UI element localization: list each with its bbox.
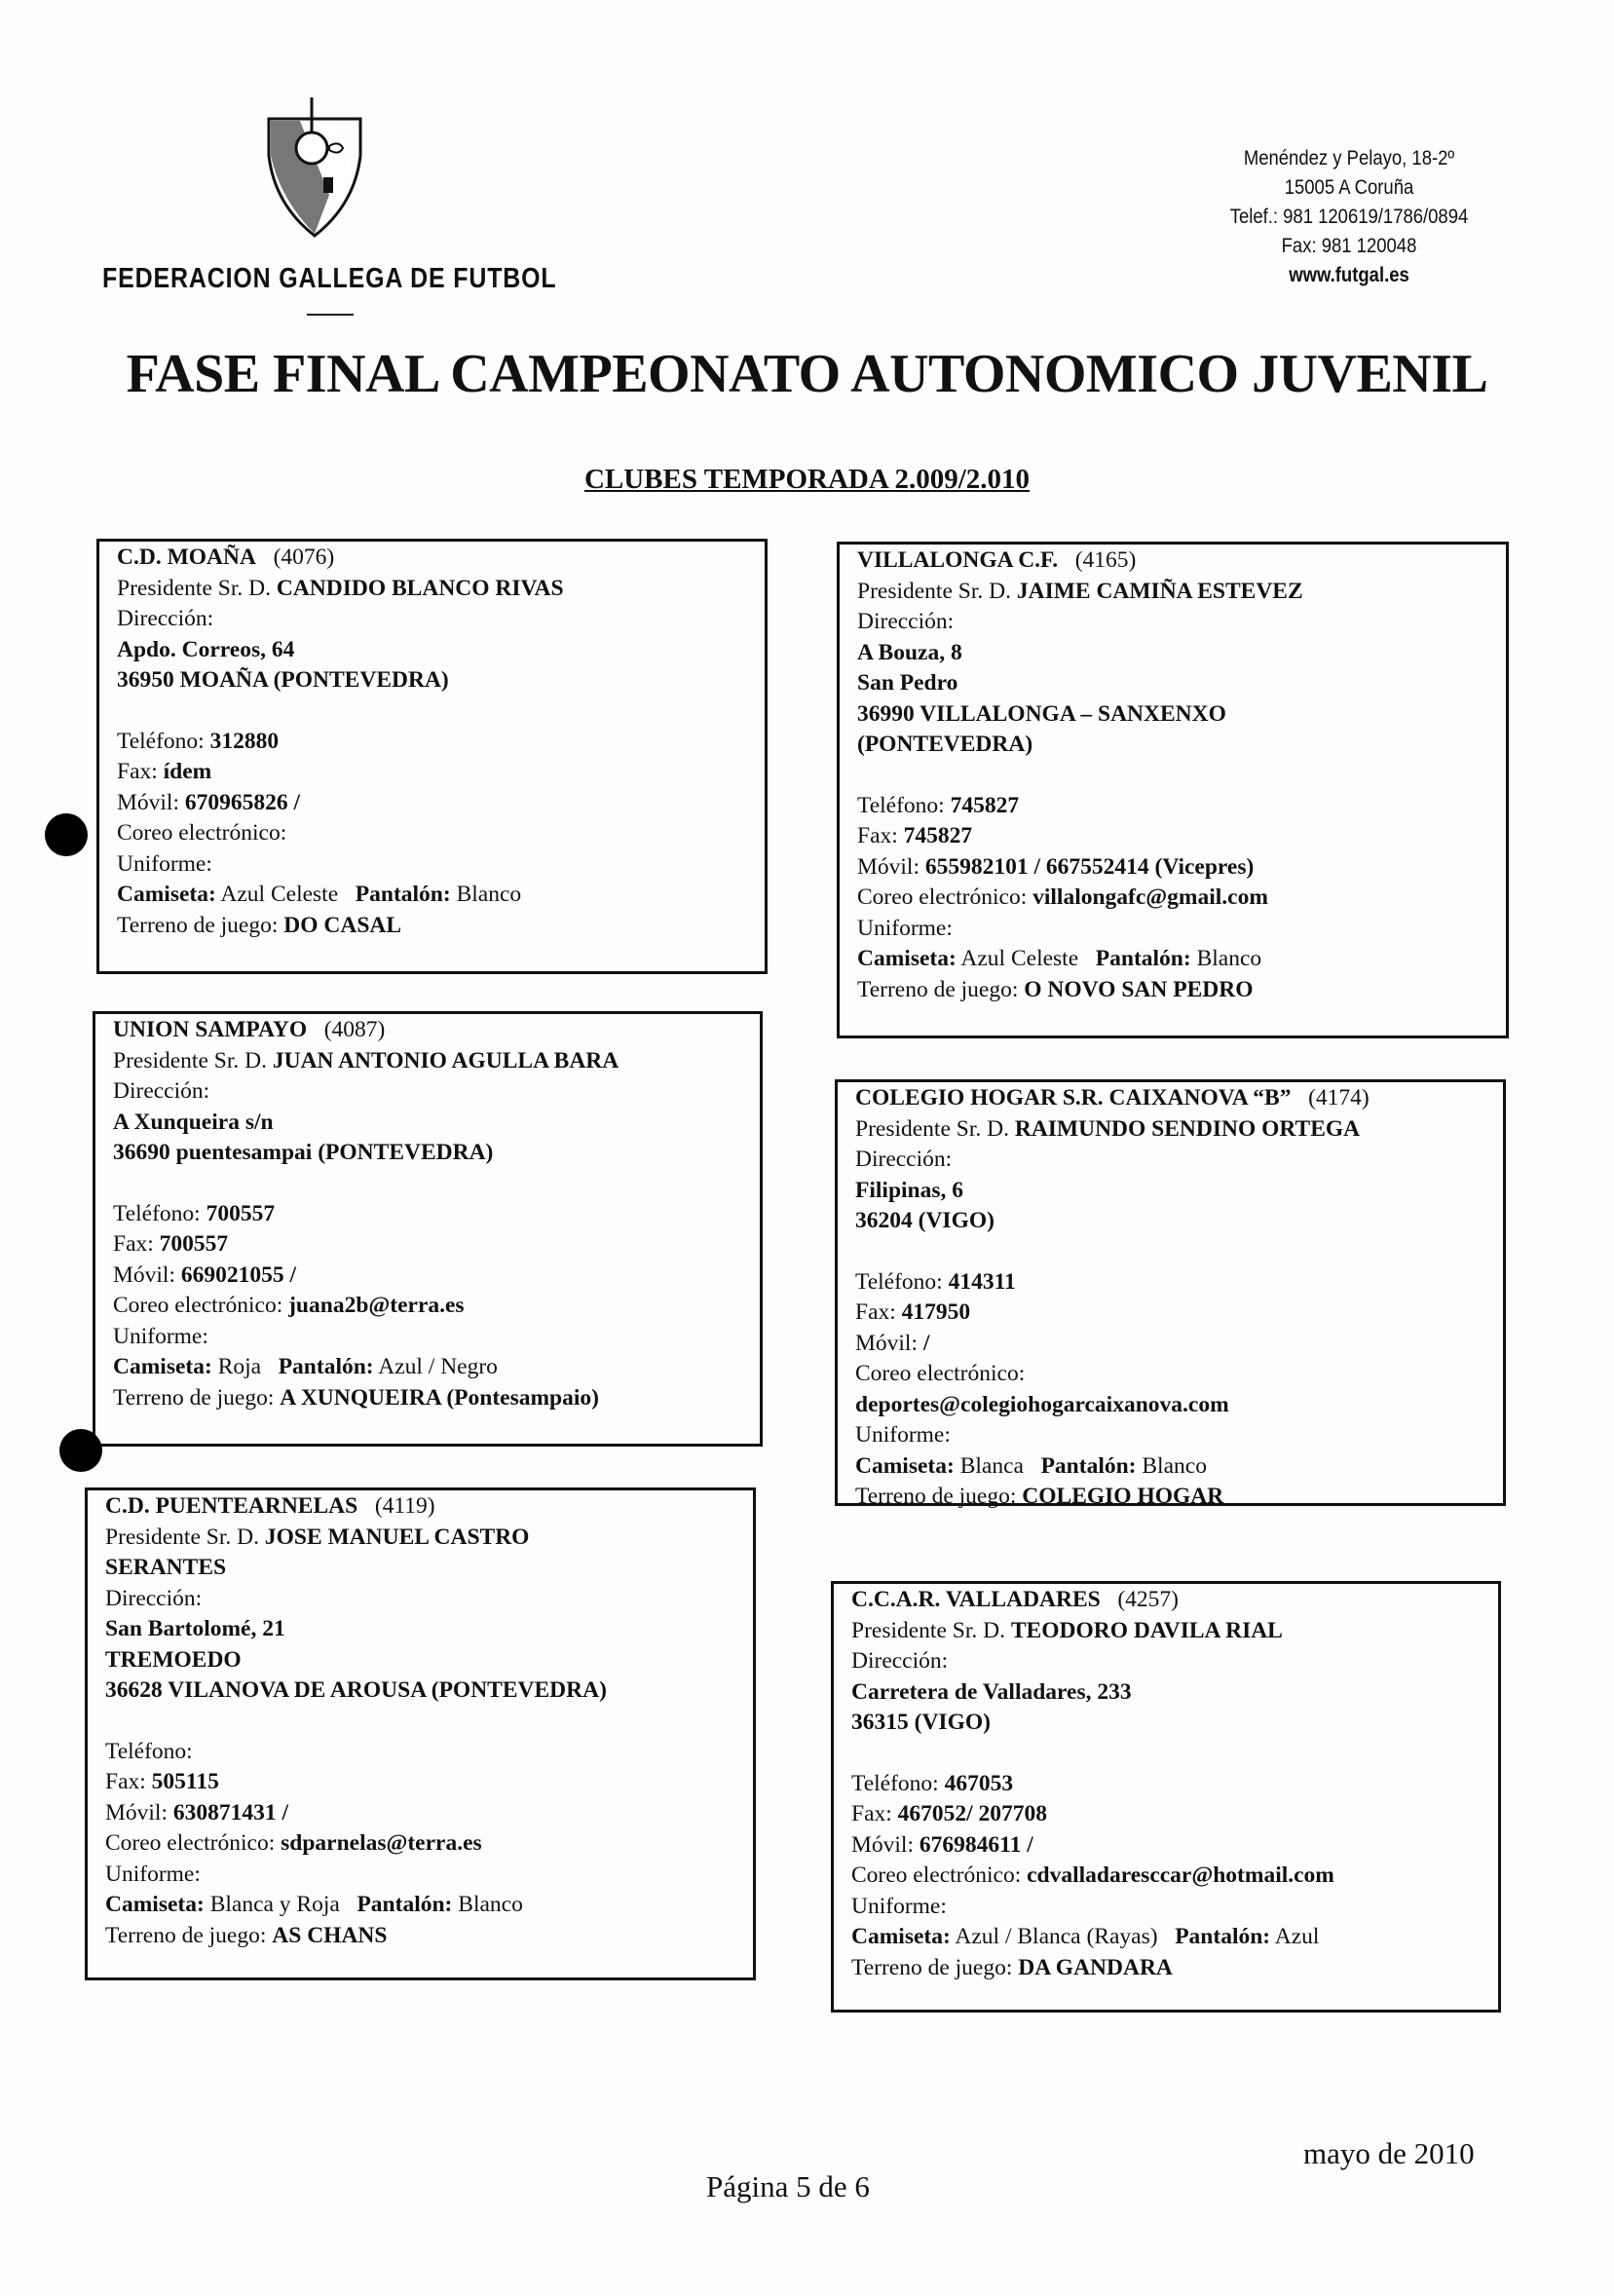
spacer <box>851 1739 1498 1769</box>
shorts-value: Blanco <box>1142 1452 1207 1479</box>
shirt-value: Azul / Blanca (Rayas) <box>955 1924 1158 1949</box>
email-label: Coreo electrónico: <box>855 1361 1026 1386</box>
email-label: Coreo electrónico: <box>851 1863 1022 1888</box>
mobile-value: 630871431 / <box>172 1799 289 1826</box>
shirt-label: Camiseta: <box>855 1452 955 1479</box>
shirt-value: Azul Celeste <box>960 946 1079 971</box>
club-code: (4119) <box>374 1493 435 1519</box>
shorts-value: Blanco <box>456 882 522 907</box>
kit-line <box>105 1890 753 1921</box>
club-card <box>835 1079 1506 1509</box>
fax-label: Fax: <box>113 1231 154 1257</box>
club-code: (4076) <box>273 545 335 570</box>
address-line <box>105 1645 753 1676</box>
shirt-label: Camiseta: <box>113 1354 212 1379</box>
uniform-label: Uniforme: <box>855 1422 951 1448</box>
phone-label: Teléfono: <box>855 1268 943 1295</box>
president-line <box>117 574 765 605</box>
uniform-label: Uniforme: <box>113 1323 208 1349</box>
email-line <box>105 1828 753 1860</box>
address-value: Apdo. Correos, 64 <box>117 636 295 662</box>
uniform-line <box>113 1322 760 1353</box>
email-line <box>117 818 765 849</box>
shorts-label: Pantalón: <box>1040 1452 1137 1479</box>
email-label: Coreo electrónico: <box>857 885 1028 910</box>
address-value: A Bouza, 8 <box>857 639 962 665</box>
address-label: Dirección: <box>117 606 214 631</box>
address-label-line <box>851 1646 1498 1677</box>
address-label: Dirección: <box>857 609 955 634</box>
uniform-label: Uniforme: <box>117 850 212 877</box>
ground-value: DA GANDARA <box>1018 1954 1173 1980</box>
phone-value: 312880 <box>209 728 280 754</box>
club-name: UNION SAMPAYO <box>113 1017 308 1042</box>
shirt-label: Camiseta: <box>857 946 957 971</box>
mobile-line <box>855 1329 1503 1360</box>
address-value: TREMOEDO <box>105 1646 242 1673</box>
president-label: Presidente Sr. D. <box>857 578 1011 604</box>
phone-value: 414311 <box>948 1268 1016 1295</box>
fax-label: Fax: <box>117 759 158 784</box>
club-name: C.C.A.R. VALLADARES <box>851 1587 1101 1612</box>
phone-line <box>855 1267 1503 1299</box>
punch-hole <box>59 1429 102 1472</box>
address-value: A Xunqueira s/n <box>113 1109 274 1135</box>
address-label-line <box>117 604 765 635</box>
fax-line <box>851 1799 1498 1830</box>
email-line <box>857 883 1506 914</box>
address-value: Carretera de Valladares, 233 <box>851 1678 1132 1705</box>
phone-line <box>113 1199 760 1230</box>
phone-line <box>117 727 765 758</box>
address-line <box>857 730 1506 761</box>
ground-line <box>105 1921 753 1952</box>
shirt-label: Camiseta: <box>851 1924 951 1949</box>
club-card <box>831 1581 1501 2013</box>
president-label: Presidente Sr. D. <box>851 1617 1005 1643</box>
address-line <box>851 1677 1498 1709</box>
mobile-value: 670965826 / <box>184 789 301 815</box>
kit-line <box>117 880 765 911</box>
club-name: COLEGIO HOGAR S.R. CAIXANOVA “B” <box>855 1085 1292 1110</box>
spacer <box>855 1237 1503 1267</box>
uniform-line <box>855 1420 1503 1451</box>
ground-line <box>851 1953 1498 1984</box>
club-name: VILLALONGA C.F. <box>857 547 1059 573</box>
phone-line: Telef.: 981 120619/1786/0894 <box>1229 206 1469 228</box>
president-line <box>113 1046 760 1077</box>
address-value: (PONTEVEDRA) <box>857 732 1033 757</box>
shorts-value: Blanco <box>1196 946 1262 971</box>
club-header <box>855 1083 1503 1114</box>
uniform-label: Uniforme: <box>105 1861 201 1887</box>
address-line <box>105 1614 753 1645</box>
website-link[interactable]: www.futgal.es <box>1289 264 1409 286</box>
ground-label: Terreno de juego: <box>857 976 1019 1002</box>
email-value: cdvalladaresccar@hotmail.com <box>1027 1863 1334 1888</box>
president-line <box>855 1114 1503 1146</box>
mobile-line <box>117 788 765 819</box>
email-value: juana2b@terra.es <box>288 1293 465 1318</box>
ground-line <box>855 1482 1503 1513</box>
fax-value: 467052/ 207708 <box>897 1801 1048 1826</box>
shorts-value: Azul / Negro <box>378 1354 498 1379</box>
address-value: 36950 MOAÑA (PONTEVEDRA) <box>117 667 449 693</box>
shorts-label: Pantalón: <box>1095 946 1191 971</box>
fax-value: 505115 <box>151 1769 219 1794</box>
mobile-value: / <box>922 1330 930 1356</box>
ground-line <box>113 1383 760 1414</box>
mobile-label: Móvil: <box>105 1799 168 1826</box>
fax-label: Fax: <box>857 823 898 848</box>
mobile-label: Móvil: <box>113 1261 175 1288</box>
email-value: deportes@colegiohogarcaixanova.com <box>855 1391 1229 1417</box>
club-code: (4174) <box>1308 1085 1370 1110</box>
ground-label: Terreno de juego: <box>105 1922 267 1948</box>
president-label: Presidente Sr. D. <box>105 1524 259 1550</box>
fax-value: 745827 <box>903 823 973 848</box>
fax-line <box>105 1767 753 1798</box>
shorts-label: Pantalón: <box>357 1892 453 1917</box>
ground-value: AS CHANS <box>272 1922 388 1948</box>
president-name: RAIMUNDO SENDINO ORTEGA <box>1014 1115 1361 1142</box>
fax-label: Fax: <box>851 1801 892 1826</box>
page-title: FASE FINAL CAMPEONATO AUTONOMICO JUVENIL <box>126 344 1488 404</box>
club-header <box>105 1491 753 1523</box>
federation-crest-logo <box>261 97 368 239</box>
president-name: CANDIDO BLANCO RIVAS <box>276 575 564 601</box>
shirt-value: Blanca y Roja <box>209 1892 340 1917</box>
uniform-line <box>857 914 1506 945</box>
email-line <box>855 1390 1503 1421</box>
kit-line <box>857 944 1506 975</box>
president-name: JOSE MANUEL CASTRO <box>264 1524 530 1550</box>
spacer <box>105 1707 753 1737</box>
shorts-label: Pantalón: <box>278 1354 374 1379</box>
divider <box>307 314 354 316</box>
kit-line <box>113 1352 760 1383</box>
phone-line <box>851 1769 1498 1800</box>
kit-line <box>855 1451 1503 1483</box>
club-card <box>85 1487 756 1980</box>
club-card <box>837 542 1509 1038</box>
address-line <box>105 1675 753 1707</box>
phone-value: 467053 <box>944 1770 1014 1796</box>
club-card <box>93 1011 763 1447</box>
uniform-line <box>105 1860 753 1891</box>
president-line <box>851 1616 1498 1647</box>
page-number: Página 5 de 6 <box>706 2169 870 2203</box>
address-line <box>113 1138 760 1169</box>
shirt-value: Blanca <box>959 1452 1024 1479</box>
shorts-label: Pantalón: <box>355 882 451 907</box>
email-label: Coreo electrónico: <box>105 1830 276 1856</box>
address-value: San Bartolomé, 21 <box>105 1616 285 1641</box>
address-label: Dirección: <box>113 1078 210 1104</box>
shorts-value: Blanco <box>458 1892 523 1917</box>
phone-label: Teléfono: <box>113 1200 201 1226</box>
uniform-label: Uniforme: <box>857 915 953 941</box>
president-line <box>105 1523 753 1554</box>
address-label-line <box>113 1076 760 1108</box>
club-header <box>117 543 765 574</box>
address-line <box>851 1708 1498 1739</box>
shorts-label: Pantalón: <box>1175 1924 1271 1949</box>
phone-value: 745827 <box>950 792 1020 818</box>
address-label: Dirección: <box>855 1147 953 1172</box>
spacer <box>857 761 1506 791</box>
shirt-value: Roja <box>217 1354 262 1379</box>
shirt-label: Camiseta: <box>117 882 216 907</box>
shirt-value: Azul Celeste <box>220 882 339 907</box>
president-label: Presidente Sr. D. <box>855 1115 1009 1142</box>
address-label-line <box>105 1584 753 1615</box>
mobile-value: 669021055 / <box>180 1261 297 1288</box>
fax-line <box>857 821 1506 852</box>
fax-line <box>117 757 765 788</box>
club-code: (4257) <box>1117 1587 1180 1612</box>
address-value: 36315 (VIGO) <box>851 1710 991 1735</box>
ground-label: Terreno de juego: <box>113 1384 275 1411</box>
mobile-label: Móvil: <box>855 1330 918 1356</box>
email-label: Coreo electrónico: <box>113 1293 283 1318</box>
address-label-line <box>857 607 1506 638</box>
mobile-label: Móvil: <box>851 1831 914 1858</box>
spacer <box>117 696 765 727</box>
address-value: 36990 VILLALONGA – SANXENXO <box>857 700 1226 727</box>
shirt-label: Camiseta: <box>105 1892 205 1917</box>
mobile-label: Móvil: <box>857 853 920 880</box>
president-name: SERANTES <box>105 1555 227 1580</box>
uniform-line <box>851 1892 1498 1923</box>
address-line: Menéndez y Pelayo, 18-2º <box>1243 147 1455 169</box>
address-value: San Pedro <box>857 670 958 696</box>
fax-line <box>113 1229 760 1261</box>
club-header <box>857 546 1506 577</box>
address-line <box>857 699 1506 731</box>
email-label: Coreo electrónico: <box>117 820 287 846</box>
mobile-line <box>851 1830 1498 1862</box>
president-name: JUAN ANTONIO AGULLA BARA <box>272 1047 619 1073</box>
mobile-value: 655982101 / 667552414 (Vicepres) <box>924 853 1255 880</box>
president-name: TEODORO DAVILA RIAL <box>1010 1617 1283 1643</box>
address-value: Filipinas, 6 <box>855 1177 964 1203</box>
president-label: Presidente Sr. D. <box>113 1047 267 1073</box>
president-label: Presidente Sr. D. <box>117 575 271 601</box>
address-line <box>117 665 765 696</box>
fax-value: 700557 <box>159 1231 229 1257</box>
phone-label: Teléfono: <box>105 1738 193 1764</box>
club-name: C.D. PUENTEARNELAS <box>105 1493 358 1519</box>
uniform-line <box>117 849 765 881</box>
phone-line <box>857 791 1506 822</box>
club-header <box>851 1585 1498 1616</box>
page-subtitle: CLUBES TEMPORADA 2.009/2.010 <box>583 464 1031 495</box>
email-line <box>113 1291 760 1322</box>
address-value: 36690 puentesampai (PONTEVEDRA) <box>113 1140 494 1165</box>
ground-value: O NOVO SAN PEDRO <box>1024 976 1254 1002</box>
club-code: (4165) <box>1074 547 1137 573</box>
address-label: Dirección: <box>105 1585 203 1611</box>
mobile-line <box>857 852 1506 884</box>
address-line <box>857 668 1506 699</box>
address-value: 36628 VILANOVA DE AROUSA (PONTEVEDRA) <box>105 1677 607 1703</box>
federation-name: FEDERACION GALLEGA DE FUTBOL <box>102 263 557 294</box>
federation-address <box>1182 144 1516 290</box>
email-line <box>855 1359 1503 1390</box>
ground-value: A XUNQUEIRA (Pontesampaio) <box>280 1384 599 1411</box>
president-line <box>105 1553 753 1584</box>
ground-value: COLEGIO HOGAR <box>1022 1484 1224 1509</box>
phone-label: Teléfono: <box>857 792 945 818</box>
address-line <box>113 1108 760 1139</box>
email-value: villalongafc@gmail.com <box>1032 885 1268 910</box>
address-line <box>117 635 765 666</box>
kit-line <box>851 1922 1498 1953</box>
president-name: JAIME CAMIÑA ESTEVEZ <box>1016 578 1303 604</box>
ground-line <box>857 975 1506 1006</box>
email-line <box>851 1861 1498 1892</box>
president-line <box>857 577 1506 608</box>
address-label-line <box>855 1145 1503 1176</box>
mobile-label: Móvil: <box>117 789 179 815</box>
spacer <box>113 1169 760 1199</box>
club-code: (4087) <box>323 1017 386 1042</box>
phone-line <box>105 1737 753 1768</box>
address-value: 36204 (VIGO) <box>855 1208 995 1233</box>
fax-label: Fax: <box>105 1769 146 1794</box>
email-value: sdparnelas@terra.es <box>281 1830 482 1856</box>
ground-value: DO CASAL <box>283 912 402 938</box>
fax-line: Fax: 981 120048 <box>1281 235 1417 257</box>
mobile-line <box>113 1261 760 1292</box>
address-line <box>855 1206 1503 1237</box>
fax-value: 417950 <box>901 1299 971 1325</box>
phone-value: 700557 <box>206 1200 276 1226</box>
address-line <box>855 1176 1503 1207</box>
shorts-value: Azul <box>1274 1924 1320 1949</box>
ground-label: Terreno de juego: <box>117 912 279 938</box>
address-line: 15005 A Coruña <box>1284 176 1414 199</box>
ground-label: Terreno de juego: <box>851 1954 1013 1980</box>
club-name: C.D. MOAÑA <box>117 545 256 570</box>
club-header <box>113 1015 760 1046</box>
mobile-value: 676984611 / <box>919 1831 1033 1858</box>
punch-hole <box>45 813 88 856</box>
fax-label: Fax: <box>855 1299 896 1325</box>
address-line <box>857 638 1506 669</box>
ground-line <box>117 911 765 942</box>
phone-label: Teléfono: <box>117 728 205 754</box>
fax-value: ídem <box>163 759 212 784</box>
ground-label: Terreno de juego: <box>855 1484 1017 1509</box>
address-label: Dirección: <box>851 1648 949 1674</box>
fax-line <box>855 1298 1503 1329</box>
club-card <box>96 539 768 974</box>
phone-label: Teléfono: <box>851 1770 939 1796</box>
uniform-label: Uniforme: <box>851 1893 947 1919</box>
mobile-line <box>105 1798 753 1829</box>
document-date: mayo de 2010 <box>1303 2136 1475 2170</box>
